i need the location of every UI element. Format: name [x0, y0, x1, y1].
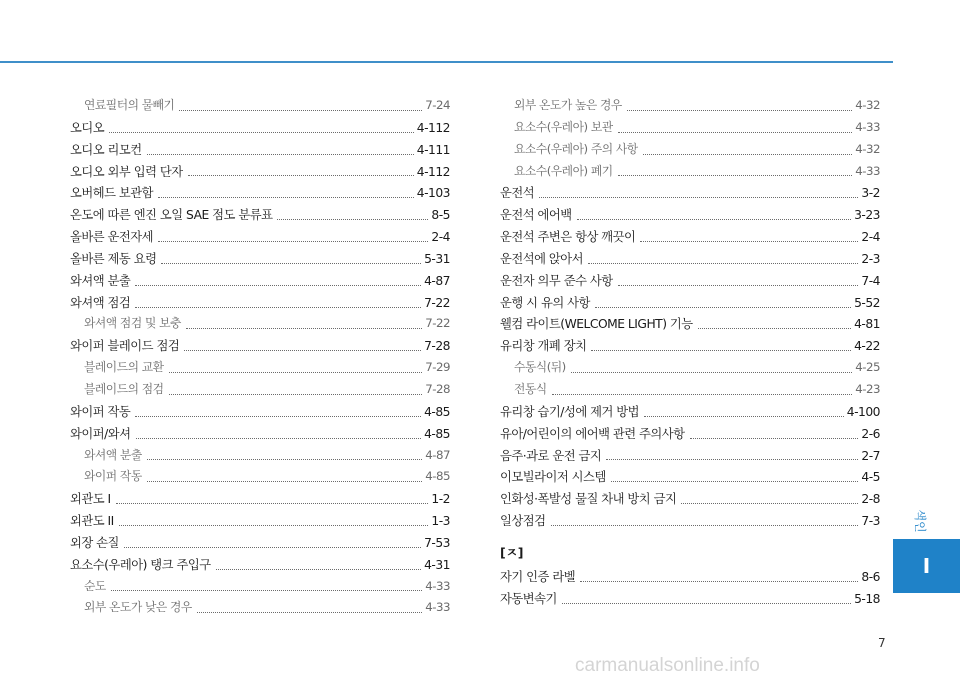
dot-leader [611, 480, 859, 482]
dot-leader [147, 458, 422, 460]
dot-leader [186, 327, 422, 329]
entry-page: 7-24 [425, 98, 450, 112]
dot-leader [618, 131, 853, 133]
index-subentry [500, 380, 880, 402]
entry-title: 유아/어린이의 에어백 관련 주의사항 [500, 426, 685, 441]
dot-leader [644, 415, 844, 417]
entry-title: 와이퍼 작동 [84, 469, 142, 484]
side-tab-letter: I [922, 554, 931, 578]
dot-leader [136, 437, 422, 439]
index-subentry [70, 467, 450, 489]
dot-leader [690, 437, 859, 439]
entry-page: 4-22 [854, 339, 880, 354]
entry-title: 연료필터의 물빼기 [84, 98, 175, 112]
dot-leader [595, 306, 851, 308]
index-entry [70, 424, 450, 446]
index-entry [500, 336, 880, 358]
index-subentry [500, 162, 880, 184]
dot-leader [135, 284, 421, 286]
entry-title: 오디오 외부 입력 단자 [70, 164, 183, 179]
entry-page: 2-4 [431, 230, 450, 245]
entry-page: 5-31 [424, 251, 450, 266]
dot-leader [179, 109, 422, 111]
entry-title: 웰컴 라이트(WELCOME LIGHT) 기능 [500, 317, 693, 332]
index-subentry [70, 314, 450, 336]
dot-leader [197, 611, 422, 613]
entry-page: 4-103 [416, 186, 450, 201]
entry-title: 와셔액 점검 [70, 295, 131, 310]
index-entry [70, 271, 450, 293]
dot-leader [580, 580, 858, 582]
entry-page: 1-3 [431, 514, 450, 529]
entry-page: 4-112 [416, 164, 450, 179]
entry-title: 요소수(우레아) 탱크 주입구 [70, 557, 211, 572]
entry-page: 7-29 [425, 360, 450, 375]
index-entry [500, 205, 880, 227]
dot-leader [618, 284, 859, 286]
entry-title: 와이퍼/와셔 [70, 426, 131, 441]
dot-leader [698, 327, 851, 329]
entry-page: 2-7 [861, 448, 880, 463]
entry-title: 음주·과로 운전 금지 [500, 448, 602, 463]
entry-title: 올바른 운전자세 [70, 230, 154, 245]
entry-title: 운전석 에어백 [500, 208, 572, 223]
entry-title: 와이퍼 작동 [70, 404, 131, 419]
entry-page: 4-100 [846, 404, 880, 419]
dot-leader [158, 240, 428, 242]
entry-page: 5-18 [854, 591, 880, 606]
entry-page: 2-6 [861, 426, 880, 441]
entry-page: 2-8 [861, 492, 880, 507]
dot-leader [119, 524, 429, 526]
index-entry [500, 467, 880, 489]
index-entry [70, 293, 450, 315]
dot-leader [640, 240, 858, 242]
entry-page: 2-3 [861, 251, 880, 266]
index-entry [70, 118, 450, 140]
entry-title: 순도 [84, 578, 106, 593]
entry-page: 8-6 [861, 569, 880, 584]
index-subentry [500, 140, 880, 162]
dot-leader [147, 153, 414, 155]
index-left-column [70, 96, 450, 620]
entry-page: 4-85 [424, 404, 450, 419]
entry-page: 4-32 [855, 98, 880, 112]
entry-page: 4-33 [855, 163, 880, 178]
index-entry [500, 271, 880, 293]
entry-page: 4-81 [854, 317, 880, 332]
dot-leader [111, 589, 422, 591]
dot-leader [539, 196, 858, 198]
entry-page: 4-85 [425, 469, 450, 484]
index-entry [500, 227, 880, 249]
index-subentry [70, 96, 450, 118]
entry-page: 7-28 [425, 381, 450, 396]
side-section-label: 색인 [913, 509, 928, 533]
entry-page: 4-33 [425, 578, 450, 593]
dot-leader [627, 109, 852, 111]
entry-title: 블레이드의 교환 [84, 360, 164, 375]
index-entry [70, 227, 450, 249]
dot-leader [571, 371, 852, 373]
entry-title: 올바른 제동 요령 [70, 251, 157, 266]
side-section-tab [893, 539, 960, 593]
entry-title: 운전석 [500, 186, 535, 201]
entry-title: 운전석 주변은 항상 깨끗이 [500, 230, 636, 245]
entry-page: 4-111 [416, 142, 450, 157]
entry-title: 자동변속기 [500, 591, 557, 606]
entry-title: 요소수(우레아) 주의 사항 [514, 141, 638, 156]
index-entry [70, 205, 450, 227]
index-subentry [500, 96, 880, 118]
dot-leader [681, 502, 858, 504]
entry-title: 외부 온도가 높은 경우 [514, 98, 622, 112]
dot-leader [169, 393, 423, 395]
dot-leader [116, 502, 429, 504]
index-entry [500, 293, 880, 315]
entry-page: 8-5 [431, 208, 450, 223]
dot-leader [184, 349, 421, 351]
entry-page: 7-3 [861, 514, 880, 529]
entry-title: 유리창 개폐 장치 [500, 339, 587, 354]
entry-title: 이모빌라이저 시스템 [500, 470, 606, 485]
index-entry [70, 249, 450, 271]
dot-leader [643, 153, 853, 155]
dot-leader [135, 415, 421, 417]
entry-page: 4-5 [861, 470, 880, 485]
dot-leader [277, 218, 428, 220]
entry-page: 4-31 [424, 557, 450, 572]
entry-page: 4-25 [855, 360, 880, 375]
index-right-column [500, 96, 880, 611]
dot-leader [591, 349, 851, 351]
index-subentry [500, 118, 880, 140]
entry-title: 운전자 의무 준수 사항 [500, 273, 613, 288]
dot-leader [124, 546, 421, 548]
dot-leader [606, 458, 858, 460]
dot-leader [552, 393, 853, 395]
index-entry [500, 567, 880, 589]
entry-title: 와셔액 점검 및 보충 [84, 316, 181, 331]
index-subentry [70, 358, 450, 380]
entry-title: 오디오 [70, 120, 105, 135]
index-entry [500, 249, 880, 271]
index-entry [500, 489, 880, 511]
dot-leader [161, 262, 421, 264]
dot-leader [135, 306, 421, 308]
entry-title: 유리창 습기/성에 제거 방법 [500, 404, 640, 419]
index-entry [500, 589, 880, 611]
index-entry [70, 402, 450, 424]
entry-title: 자기 인증 라벨 [500, 569, 576, 584]
index-entry [70, 140, 450, 162]
entry-title: 운행 시 유의 사항 [500, 295, 590, 310]
entry-page: 4-87 [424, 273, 450, 288]
entry-page: 4-33 [425, 600, 450, 615]
index-subentry [70, 598, 450, 620]
entry-page: 7-22 [424, 295, 450, 310]
entry-title: 외관도 I [70, 492, 111, 507]
entry-page: 7-53 [424, 535, 450, 550]
entry-title: 외부 온도가 낮은 경우 [84, 600, 192, 615]
entry-title: 수동식(뒤) [514, 360, 566, 375]
index-entry [500, 424, 880, 446]
entry-page: 7-4 [861, 273, 880, 288]
entry-page: 4-85 [424, 426, 450, 441]
entry-title: 외관도 II [70, 514, 114, 529]
index-subentry [500, 358, 880, 380]
index-entry [70, 336, 450, 358]
index-entry [70, 489, 450, 511]
entry-title: 와셔액 분출 [70, 273, 131, 288]
dot-leader [562, 602, 851, 604]
dot-leader [588, 262, 858, 264]
dot-leader [188, 174, 414, 176]
entry-title: 온도에 따른 엔진 오일 SAE 점도 분류표 [70, 208, 273, 223]
entry-title: 와이퍼 블레이드 점검 [70, 339, 180, 354]
index-entry [70, 183, 450, 205]
entry-title: 와셔액 분출 [84, 447, 142, 462]
entry-page: 5-52 [854, 295, 880, 310]
entry-title: 오버헤드 보관함 [70, 186, 154, 201]
page-number: 7 [878, 636, 886, 650]
dot-leader [216, 568, 421, 570]
entry-title: 블레이드의 점검 [84, 381, 164, 396]
index-subentry [70, 577, 450, 599]
index-entry [70, 555, 450, 577]
entry-page: 4-23 [855, 381, 880, 396]
index-entry [70, 511, 450, 533]
entry-page: 3-2 [861, 186, 880, 201]
entry-title: 외장 손질 [70, 535, 119, 550]
entry-title: 일상점검 [500, 514, 546, 529]
dot-leader [577, 218, 851, 220]
index-entry [500, 402, 880, 424]
top-rule [0, 61, 893, 63]
entry-page: 4-32 [855, 141, 880, 156]
entry-page: 4-87 [425, 447, 450, 462]
dot-leader [169, 371, 423, 373]
index-entry [500, 314, 880, 336]
dot-leader [618, 174, 853, 176]
dot-leader [109, 131, 414, 133]
index-entry [500, 511, 880, 533]
entry-page: 7-22 [425, 316, 450, 331]
entry-title: 요소수(우레아) 보관 [514, 119, 613, 134]
dot-leader [147, 480, 422, 482]
entry-title: 전동식 [514, 381, 547, 396]
entry-page: 4-33 [855, 119, 880, 134]
entry-title: 인화성·폭발성 물질 차내 방치 금지 [500, 492, 677, 507]
entry-title: 운전석에 앉아서 [500, 251, 584, 266]
entry-page: 2-4 [861, 230, 880, 245]
watermark: carmanualsonline.info [575, 655, 760, 676]
index-subentry [70, 446, 450, 468]
entry-page: 4-112 [416, 120, 450, 135]
index-entry [500, 446, 880, 468]
section-heading: [ㅈ] [500, 544, 524, 560]
entry-page: 3-23 [854, 208, 880, 223]
dot-leader [158, 196, 414, 198]
index-subentry [70, 380, 450, 402]
index-entry [70, 162, 450, 184]
index-entry [500, 183, 880, 205]
entry-title: 요소수(우레아) 폐기 [514, 163, 613, 178]
entry-page: 1-2 [431, 492, 450, 507]
index-entry [70, 533, 450, 555]
dot-leader [551, 524, 859, 526]
entry-page: 7-28 [424, 339, 450, 354]
entry-title: 오디오 리모컨 [70, 142, 142, 157]
